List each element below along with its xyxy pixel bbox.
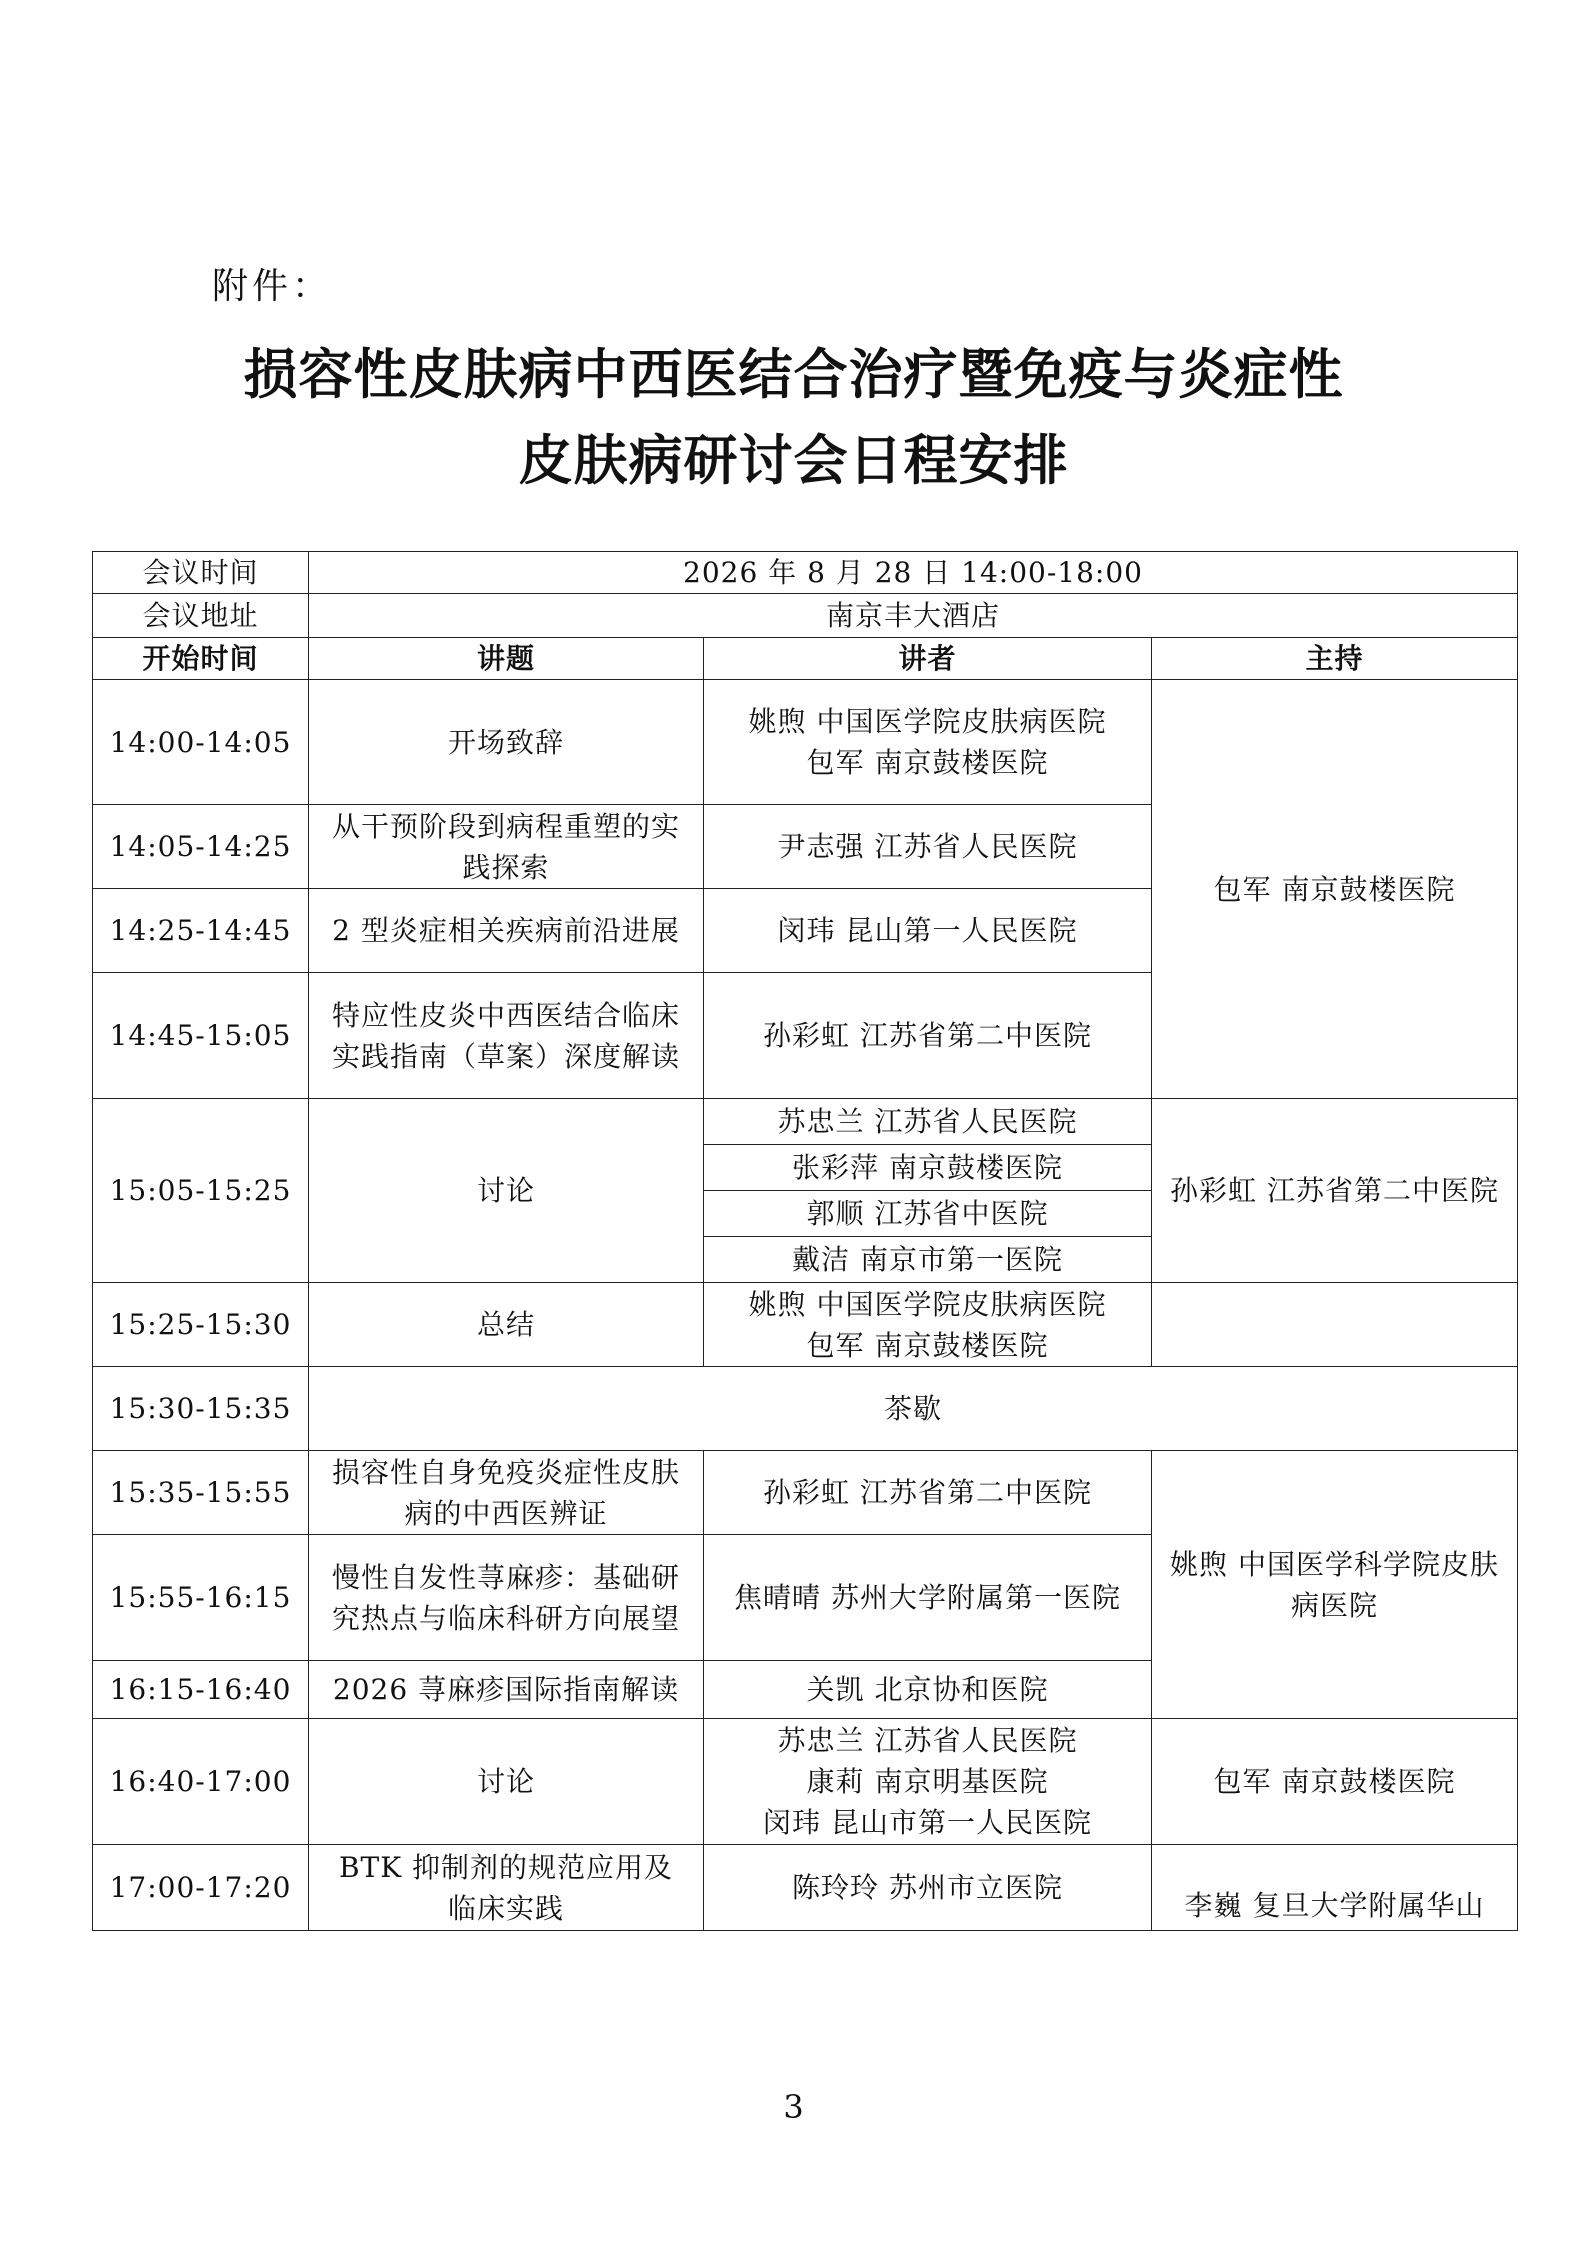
speaker: 苏忠兰 江苏省人民医院 <box>777 1724 1078 1757</box>
speaker: 苏忠兰 江苏省人民医院 <box>704 1099 1152 1145</box>
session-topic: 2 型炎症相关疾病前沿进展 <box>309 889 704 973</box>
session-time: 15:30-15:35 <box>93 1367 309 1451</box>
session-host: 包军 南京鼓楼医院 <box>1152 1719 1518 1845</box>
session-time: 14:05-14:25 <box>93 805 309 889</box>
document-title-line-1: 损容性皮肤病中西医结合治疗暨免疫与炎症性 <box>243 343 1344 406</box>
session-host <box>1152 1283 1518 1367</box>
session-time: 15:35-15:55 <box>93 1451 309 1535</box>
meeting-time-value: 2026 年 8 月 28 日 14:00-18:00 <box>309 552 1518 594</box>
session-speakers <box>704 680 1152 805</box>
session-time: 14:00-14:05 <box>93 680 309 805</box>
header-host: 主持 <box>1152 638 1518 680</box>
table-row <box>93 1845 1518 1931</box>
meeting-time-label: 会议时间 <box>93 552 309 594</box>
session-topic: 讨论 <box>309 1719 704 1845</box>
table-header-row <box>93 638 1518 680</box>
table-row <box>93 1099 1518 1145</box>
session-time: 17:00-17:20 <box>93 1845 309 1931</box>
speaker: 包军 南京鼓楼医院 <box>806 746 1049 779</box>
session-speakers: 尹志强 江苏省人民医院 <box>704 805 1152 889</box>
speaker: 姚煦 中国医学院皮肤病医院 <box>748 1287 1107 1321</box>
attachment-label: 附件： <box>212 266 333 307</box>
session-speakers: 焦晴晴 苏州大学附属第一医院 <box>704 1535 1152 1661</box>
session-time: 14:25-14:45 <box>93 889 309 973</box>
session-speakers: 孙彩虹 江苏省第二中医院 <box>704 1451 1152 1535</box>
session-speakers: 闵玮 昆山第一人民医院 <box>704 889 1152 973</box>
meeting-place-value: 南京丰大酒店 <box>309 594 1518 638</box>
speaker: 戴洁 南京市第一医院 <box>704 1237 1152 1283</box>
session-speakers: 关凯 北京协和医院 <box>704 1661 1152 1719</box>
tea-break: 茶歇 <box>309 1367 1518 1451</box>
session-topic: 总结 <box>309 1283 704 1367</box>
table-row <box>93 1367 1518 1451</box>
session-topic: 从干预阶段到病程重塑的实践探索 <box>309 805 704 889</box>
session-host: 孙彩虹 江苏省第二中医院 <box>1152 1099 1518 1283</box>
speaker: 郭顺 江苏省中医院 <box>704 1191 1152 1237</box>
session-topic: 特应性皮炎中西医结合临床实践指南（草案）深度解读 <box>309 973 704 1099</box>
session-time: 15:05-15:25 <box>93 1099 309 1283</box>
header-topic: 讲题 <box>309 638 704 680</box>
session-topic: 损容性自身免疫炎症性皮肤病的中西医辨证 <box>309 1451 704 1535</box>
session-host: 李巍 复旦大学附属华山 <box>1152 1845 1518 1931</box>
session-time: 16:15-16:40 <box>93 1661 309 1719</box>
speaker: 闵玮 昆山市第一人民医院 <box>763 1806 1092 1839</box>
session-time: 15:55-16:15 <box>93 1535 309 1661</box>
session-time: 14:45-15:05 <box>93 973 309 1099</box>
page-number: 3 <box>783 2088 804 2126</box>
speaker: 张彩萍 南京鼓楼医院 <box>704 1145 1152 1191</box>
meeting-place-label: 会议地址 <box>93 594 309 638</box>
table-row <box>93 680 1518 805</box>
session-speakers: 孙彩虹 江苏省第二中医院 <box>704 973 1152 1099</box>
table-row <box>93 1451 1518 1535</box>
speaker: 康莉 南京明基医院 <box>806 1765 1049 1798</box>
header-speaker: 讲者 <box>704 638 1152 680</box>
speaker: 包军 南京鼓楼医院 <box>806 1328 1049 1362</box>
session-topic: 2026 荨麻疹国际指南解读 <box>309 1661 704 1719</box>
session-host: 姚煦 中国医学科学院皮肤病医院 <box>1152 1451 1518 1719</box>
session-speakers <box>704 1283 1152 1367</box>
header-start-time: 开始时间 <box>93 638 309 680</box>
session-speakers: 陈玲玲 苏州市立医院 <box>704 1845 1152 1931</box>
session-time: 16:40-17:00 <box>93 1719 309 1845</box>
session-topic: BTK 抑制剂的规范应用及临床实践 <box>309 1845 704 1931</box>
document-title-line-2: 皮肤病研讨会日程安排 <box>518 429 1069 492</box>
session-topic: 开场致辞 <box>309 680 704 805</box>
session-time: 15:25-15:30 <box>93 1283 309 1367</box>
table-row <box>93 1283 1518 1367</box>
session-topic: 讨论 <box>309 1099 704 1283</box>
schedule-table <box>92 551 1518 1931</box>
session-host: 包军 南京鼓楼医院 <box>1152 680 1518 1099</box>
speaker: 姚煦 中国医学院皮肤病医院 <box>748 705 1107 738</box>
table-row <box>93 1719 1518 1845</box>
session-speakers <box>704 1719 1152 1845</box>
meeting-place-row <box>93 594 1518 638</box>
meeting-time-row <box>93 552 1518 594</box>
session-topic: 慢性自发性荨麻疹：基础研究热点与临床科研方向展望 <box>309 1535 704 1661</box>
